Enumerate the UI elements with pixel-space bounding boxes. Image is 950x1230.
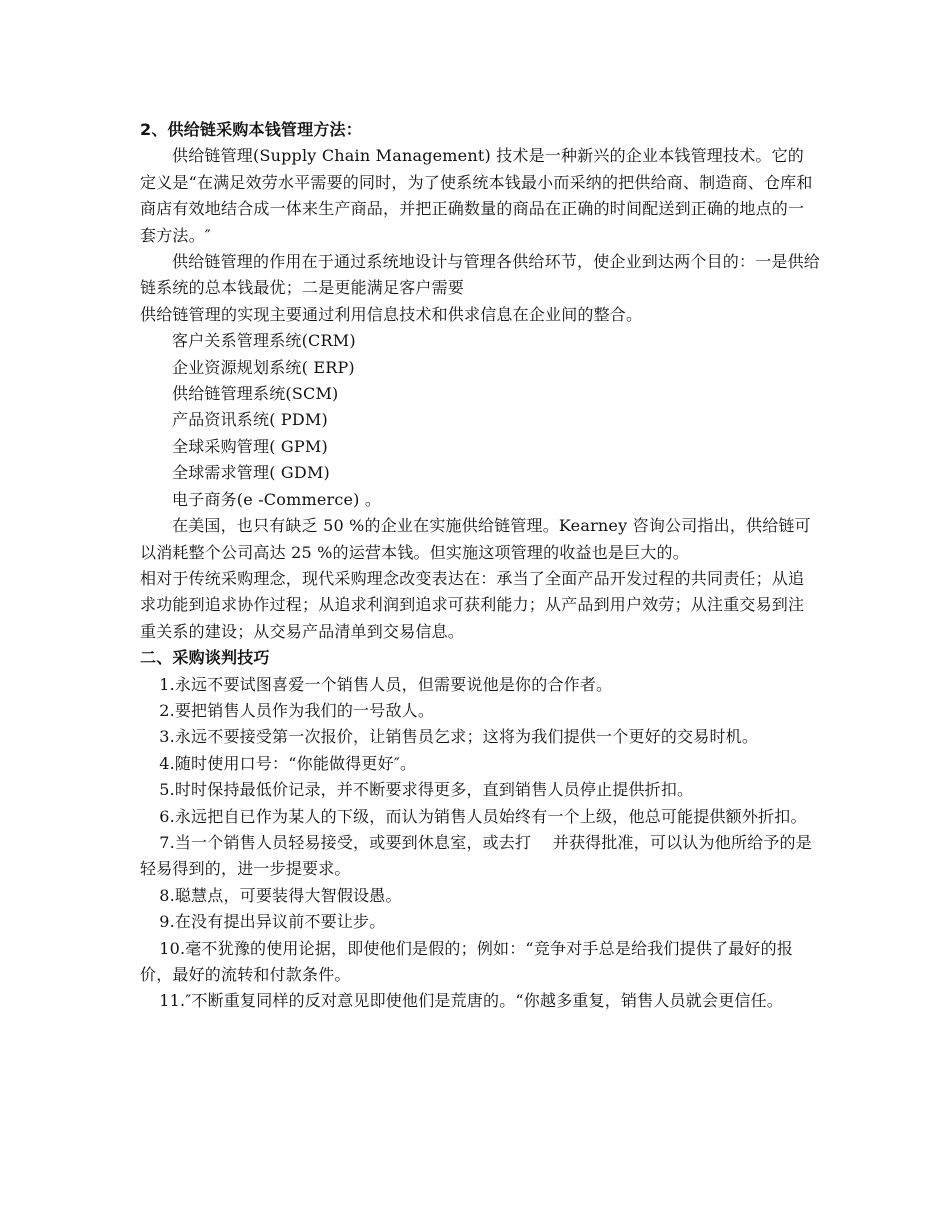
negotiation-tips-list — [140, 672, 820, 1015]
list-item: 11.″不断重复同样的反对意见即使他们是荒唐的。“你越多重复，销售人员就会更信任。 — [159, 991, 783, 1011]
list-item: 8.聪慧点，可要装得大智假设愚。 — [159, 885, 402, 905]
list-item: 4.随时使用口号：“你能做得更好″。 — [159, 753, 417, 773]
list-item: 供给链管理系统(SCM) — [172, 384, 339, 404]
paragraph-implementation: 供给链管理的实现主要通过利用信息技术和供求信息在企业间的整合。 — [140, 304, 643, 324]
document-page — [140, 117, 820, 1015]
list-item: 产品资讯系统( PDM) — [172, 410, 328, 430]
section-heading-negotiation: 二、采购谈判技巧 — [140, 648, 270, 668]
list-item: 9.在没有提出异议前不要让步。 — [159, 912, 386, 932]
paragraph-purpose: 供给链管理的作用在于通过系统地设计与管理各供给环节，使企业到达两个目的：一是供给链系统的总本钱最优；二是更能满足客户需要 — [140, 252, 821, 298]
list-item: 1.永远不要试图喜爱一个销售人员，但需要说他是你的合作者。 — [159, 674, 613, 694]
section-heading-supply-chain: 2、供给链采购本钱管理方法： — [140, 120, 362, 139]
paragraph-usa-stats: 在美国，也只有缺乏 50 %的企业在实施供给链管理。Kearney 咨询公司指出，供给链可以消耗整个公司高达 25 %的运营本钱。但实施这项管理的收益也是巨大的。 — [140, 516, 811, 562]
list-item: 10.毫不犹豫的使用论据，即使他们是假的；例如：“竞争对手总是给我们提供了最好的报价，最好的流转和付款条件。 — [140, 938, 794, 984]
list-item: 全球需求管理( GDM) — [172, 463, 330, 483]
paragraph-modern-procurement: 相对于传统采购理念，现代采购理念改变表达在：承当了全面产品开发过程的共同责任；从追求功能到追求协作过程；从追求利润到追求可获利能力；从产品到用户效劳；从注重交易到注重关系的建设；从交易产品清单到交易信息。 — [140, 568, 805, 641]
list-item: 5.时时保持最低价记录，并不断要求得更多，直到销售人员停止提供折扣。 — [159, 780, 694, 800]
list-item: 客户关系管理系统(CRM) — [172, 331, 356, 351]
list-item: 3.永远不要接受第一次报价，让销售员乞求；这将为我们提供一个更好的交易时机。 — [159, 727, 759, 747]
list-item: 7.当一个销售人员轻易接受，或要到休息室，或去打 并获得批准，可以认为他所给予的是轻易得到的，进一步提要求。 — [140, 832, 812, 879]
list-item: 全球采购管理( GPM) — [172, 436, 328, 456]
list-item: 6.永远把自已作为某人的下级，而认为销售人员始终有一个上级，他总可能提供额外折扣。 — [159, 806, 807, 826]
list-item: 电子商务(e -Commerce) 。 — [172, 489, 382, 509]
systems-list — [140, 328, 820, 513]
paragraph-definition: 供给链管理(Supply Chain Management) 技术是一种新兴的企业本钱管理技术。它的定义是“在满足效劳水平需要的同时，为了使系统本钱最小而采纳的把供给商、制造商、仓库和商店有效地结合成一体来生产商品，并把正确数量的商品在正确的时间配送到正确的地点的一套方法。″ — [140, 146, 813, 245]
list-item: 企业资源规划系统( ERP) — [172, 357, 355, 377]
list-item: 2.要把销售人员作为我们的一号敌人。 — [159, 700, 435, 720]
